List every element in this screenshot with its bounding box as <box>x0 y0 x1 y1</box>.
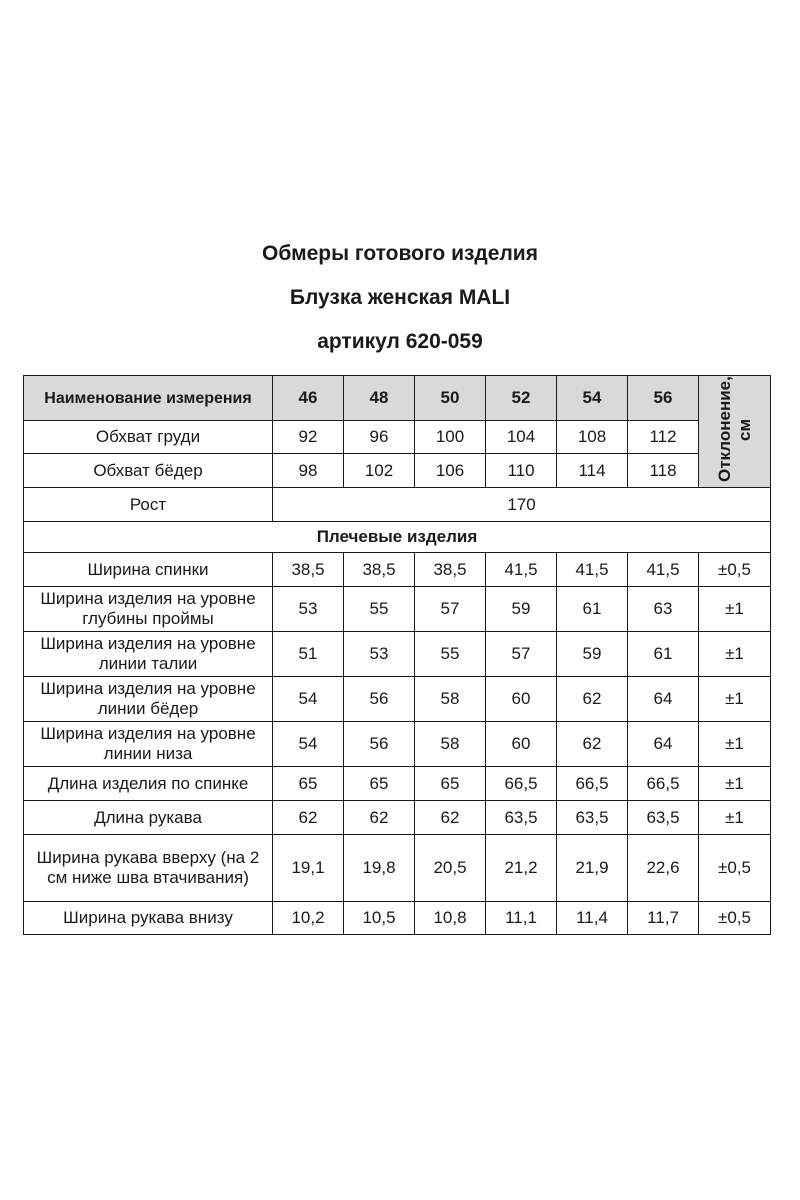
cell-value: 10,5 <box>344 902 415 935</box>
cell-value: 22,6 <box>628 835 699 902</box>
table-row <box>24 454 771 488</box>
row-name: Ширина спинки <box>24 553 273 587</box>
cell-value: 59 <box>486 587 557 632</box>
cell-value: 114 <box>557 454 628 488</box>
cell-value: 21,2 <box>486 835 557 902</box>
cell-value: 60 <box>486 677 557 722</box>
cell-value: 66,5 <box>557 767 628 801</box>
cell-value: 63,5 <box>557 801 628 835</box>
cell-value: 53 <box>344 632 415 677</box>
cell-value: 118 <box>628 454 699 488</box>
table-row <box>24 632 771 677</box>
cell-value: 63,5 <box>628 801 699 835</box>
cell-value: 41,5 <box>557 553 628 587</box>
table-row <box>24 488 771 522</box>
cell-value: 11,7 <box>628 902 699 935</box>
cell-value: 96 <box>344 421 415 454</box>
cell-value: 64 <box>628 722 699 767</box>
cell-value: 56 <box>344 722 415 767</box>
cell-value: 60 <box>486 722 557 767</box>
header-size: 50 <box>415 376 486 421</box>
section-title: Плечевые изделия <box>24 522 771 553</box>
cell-value: 61 <box>557 587 628 632</box>
table-row <box>24 801 771 835</box>
row-name: Длина изделия по спинке <box>24 767 273 801</box>
table-row <box>24 421 771 454</box>
cell-value: 58 <box>415 677 486 722</box>
cell-value: 54 <box>273 722 344 767</box>
cell-deviation: ±0,5 <box>699 835 771 902</box>
table-row <box>24 677 771 722</box>
cell-value: 63 <box>628 587 699 632</box>
cell-value: 57 <box>486 632 557 677</box>
cell-deviation: ±0,5 <box>699 553 771 587</box>
cell-value: 58 <box>415 722 486 767</box>
table-row <box>24 587 771 632</box>
cell-value: 38,5 <box>415 553 486 587</box>
cell-value: 10,8 <box>415 902 486 935</box>
cell-value: 110 <box>486 454 557 488</box>
cell-value: 56 <box>344 677 415 722</box>
cell-value: 62 <box>415 801 486 835</box>
row-name: Ширина рукава внизу <box>24 902 273 935</box>
header-name: Наименование измерения <box>24 376 273 421</box>
cell-value: 57 <box>415 587 486 632</box>
cell-deviation: ±1 <box>699 677 771 722</box>
row-name: Ширина изделия на уровне линии низа <box>24 722 273 767</box>
cell-deviation: ±1 <box>699 801 771 835</box>
cell-value: 98 <box>273 454 344 488</box>
header-size: 46 <box>273 376 344 421</box>
cell-value: 62 <box>557 677 628 722</box>
title-line-1: Обмеры готового изделия <box>262 242 538 265</box>
cell-value: 66,5 <box>628 767 699 801</box>
cell-value: 55 <box>415 632 486 677</box>
cell-value: 62 <box>557 722 628 767</box>
row-name: Ширина изделия на уровне линии бёдер <box>24 677 273 722</box>
header-size: 54 <box>557 376 628 421</box>
cell-value: 10,2 <box>273 902 344 935</box>
cell-deviation: ±1 <box>699 767 771 801</box>
title-block <box>0 236 800 368</box>
cell-deviation: ±0,5 <box>699 902 771 935</box>
section-row <box>24 522 771 553</box>
cell-value: 19,1 <box>273 835 344 902</box>
measurements-table <box>23 375 771 935</box>
title-line-3: артикул 620-059 <box>317 330 483 353</box>
table-row <box>24 902 771 935</box>
header-size: 48 <box>344 376 415 421</box>
cell-value: 66,5 <box>486 767 557 801</box>
header-size: 52 <box>486 376 557 421</box>
cell-value: 62 <box>344 801 415 835</box>
cell-value: 100 <box>415 421 486 454</box>
row-name: Обхват бёдер <box>24 454 273 488</box>
header-size: 56 <box>628 376 699 421</box>
row-name: Рост <box>24 488 273 522</box>
cell-value: 64 <box>628 677 699 722</box>
cell-value: 102 <box>344 454 415 488</box>
cell-value: 104 <box>486 421 557 454</box>
cell-value: 20,5 <box>415 835 486 902</box>
header-deviation-label: Отклонение, см <box>714 376 754 482</box>
cell-value: 41,5 <box>486 553 557 587</box>
cell-value: 62 <box>273 801 344 835</box>
cell-value: 106 <box>415 454 486 488</box>
row-name: Ширина изделия на уровне глубины проймы <box>24 587 273 632</box>
cell-value: 108 <box>557 421 628 454</box>
table-row <box>24 767 771 801</box>
cell-value: 11,4 <box>557 902 628 935</box>
cell-value: 65 <box>344 767 415 801</box>
cell-value: 19,8 <box>344 835 415 902</box>
row-name: Обхват груди <box>24 421 273 454</box>
cell-value: 51 <box>273 632 344 677</box>
table-row <box>24 553 771 587</box>
table-header-row <box>24 376 771 421</box>
title-line-2: Блузка женская MALI <box>289 286 511 309</box>
table-row <box>24 722 771 767</box>
cell-value: 55 <box>344 587 415 632</box>
cell-value: 11,1 <box>486 902 557 935</box>
cell-deviation: ±1 <box>699 722 771 767</box>
cell-deviation: ±1 <box>699 632 771 677</box>
cell-value: 61 <box>628 632 699 677</box>
row-name: Ширина рукава вверху (на 2 см ниже шва втачивания) <box>24 835 273 902</box>
cell-value: 53 <box>273 587 344 632</box>
cell-value: 65 <box>415 767 486 801</box>
header-deviation <box>699 376 771 488</box>
row-name: Длина рукава <box>24 801 273 835</box>
cell-value: 38,5 <box>273 553 344 587</box>
cell-value: 63,5 <box>486 801 557 835</box>
cell-value: 65 <box>273 767 344 801</box>
table-row <box>24 835 771 902</box>
cell-value: 112 <box>628 421 699 454</box>
row-name: Ширина изделия на уровне линии талии <box>24 632 273 677</box>
cell-value: 38,5 <box>344 553 415 587</box>
cell-value: 41,5 <box>628 553 699 587</box>
cell-value: 92 <box>273 421 344 454</box>
cell-deviation: ±1 <box>699 587 771 632</box>
height-value: 170 <box>273 488 771 522</box>
cell-value: 54 <box>273 677 344 722</box>
cell-value: 21,9 <box>557 835 628 902</box>
cell-value: 59 <box>557 632 628 677</box>
